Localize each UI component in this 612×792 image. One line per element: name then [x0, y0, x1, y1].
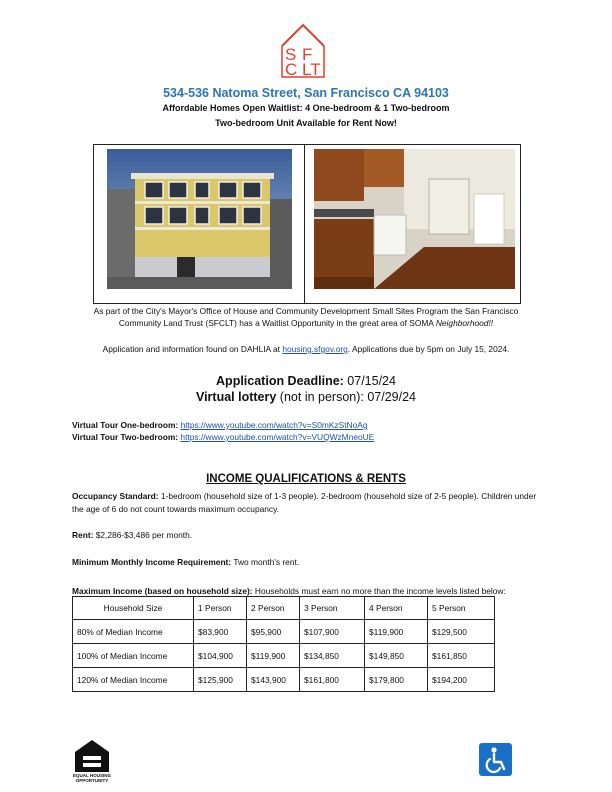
table-header: 3 Person: [300, 597, 365, 620]
sfclt-logo: [278, 22, 328, 80]
table-header-row: [73, 597, 495, 620]
table-cell: $95,900: [247, 620, 300, 644]
rent-text: $2,286-$3,486 per month.: [93, 530, 193, 540]
table-cell: $83,900: [194, 620, 247, 644]
property-address: 534-536 Natoma Street, San Francisco CA 94103: [163, 86, 449, 100]
waitlist-subtitle: Affordable Homes Open Waitlist: 4 One-bedroom & 1 Two-bedroom: [162, 103, 450, 113]
equal-housing-icon: [72, 738, 112, 782]
occupancy-text: 1-bedroom (household size of 1-3 people). 2-bedroom (household size of 2-5 people). Children under the age of 6 do not count towards maximum occupancy.: [72, 491, 537, 514]
application-info: [0, 343, 612, 355]
svg-text:LT: LT: [302, 60, 321, 79]
minimum-income: [72, 556, 542, 569]
table-cell: $143,900: [247, 668, 300, 692]
min-income-text: Two month's rent.: [231, 557, 300, 567]
building-exterior-photo: [107, 149, 292, 289]
tour-one-bedroom: [72, 420, 367, 430]
occupancy-standard: [72, 490, 542, 516]
dahlia-link[interactable]: housing.sfgov.org: [282, 344, 348, 354]
table-cell: $179,800: [365, 668, 428, 692]
virtual-lottery: [0, 390, 612, 404]
table-header: 1 Person: [194, 597, 247, 620]
tour-one-link[interactable]: https://www.youtube.com/watch?v=S0mKzStNoAg: [180, 420, 368, 430]
intro-line-2-text: Community Land Trust (SFCLT) has a Waitlist Opportunity in the great area of SOMA: [118, 318, 436, 328]
intro-line-2: [0, 317, 612, 329]
equal-housing-text: EQUAL HOUSING OPPORTUNITY: [73, 773, 111, 783]
intro-line-1: As part of the City's Mayor's Office of House and Community Development Small Sites Program the San Francisco: [93, 306, 519, 316]
table-cell: $125,900: [194, 668, 247, 692]
table-header: 2 Person: [247, 597, 300, 620]
table-cell: $161,800: [300, 668, 365, 692]
table-header: Household Size: [73, 597, 194, 620]
table-header: 4 Person: [365, 597, 428, 620]
svg-text:C: C: [285, 60, 298, 79]
table-cell: $119,900: [247, 644, 300, 668]
rent-range: [72, 529, 542, 542]
application-deadline: [0, 374, 612, 388]
table-cell: $119,900: [365, 620, 428, 644]
tour-two-bedroom: [72, 432, 374, 442]
kitchen-interior-photo: [314, 149, 515, 289]
table-row: [73, 620, 495, 644]
table-cell: 80% of Median Income: [73, 620, 194, 644]
svg-text:F: F: [302, 45, 313, 64]
application-due-text: . Applications due by 5pm on July 15, 2024.: [347, 344, 510, 354]
table-cell: $107,900: [300, 620, 365, 644]
max-income-label: Maximum Income (based on household size):: [72, 586, 253, 596]
table-cell: $129,500: [428, 620, 495, 644]
lottery-value: (not in person): 07/29/24: [276, 390, 417, 404]
deadline-value: 07/15/24: [343, 374, 396, 388]
application-info-text: Application and information found on DAHLIA at: [102, 344, 283, 354]
table-row: [73, 644, 495, 668]
table-row: [73, 668, 495, 692]
table-cell: 120% of Median Income: [73, 668, 194, 692]
photo-panel: [93, 144, 521, 304]
intro-neighborhood: Neighborhood!!: [435, 318, 494, 328]
table-cell: $104,900: [194, 644, 247, 668]
deadline-label: Application Deadline:: [216, 374, 344, 388]
income-table: [72, 596, 495, 692]
tour-two-label: Virtual Tour Two-bedroom:: [72, 432, 179, 442]
income-heading: INCOME QUALIFICATIONS & RENTS: [206, 473, 406, 485]
occupancy-label: Occupancy Standard:: [72, 491, 159, 501]
table-header: 5 Person: [428, 597, 495, 620]
tour-two-link[interactable]: https://www.youtube.com/watch?v=VUQWzMneoUE: [180, 432, 375, 442]
tour-one-label: Virtual Tour One-bedroom:: [72, 420, 179, 430]
table-cell: 100% of Median Income: [73, 644, 194, 668]
lottery-label: Virtual lottery: [195, 390, 277, 404]
max-income-text: Households must earn no more than the income levels listed below:: [252, 586, 506, 596]
table-cell: $149,850: [365, 644, 428, 668]
availability-subtitle: Two-bedroom Unit Available for Rent Now!: [215, 118, 397, 128]
table-cell: $194,200: [428, 668, 495, 692]
table-cell: $134,850: [300, 644, 365, 668]
table-cell: $161,850: [428, 644, 495, 668]
rent-label: Rent:: [72, 530, 94, 540]
svg-text:S: S: [285, 45, 297, 64]
wheelchair-accessibility-icon: [479, 743, 512, 776]
min-income-label: Minimum Monthly Income Requirement:: [72, 557, 232, 567]
